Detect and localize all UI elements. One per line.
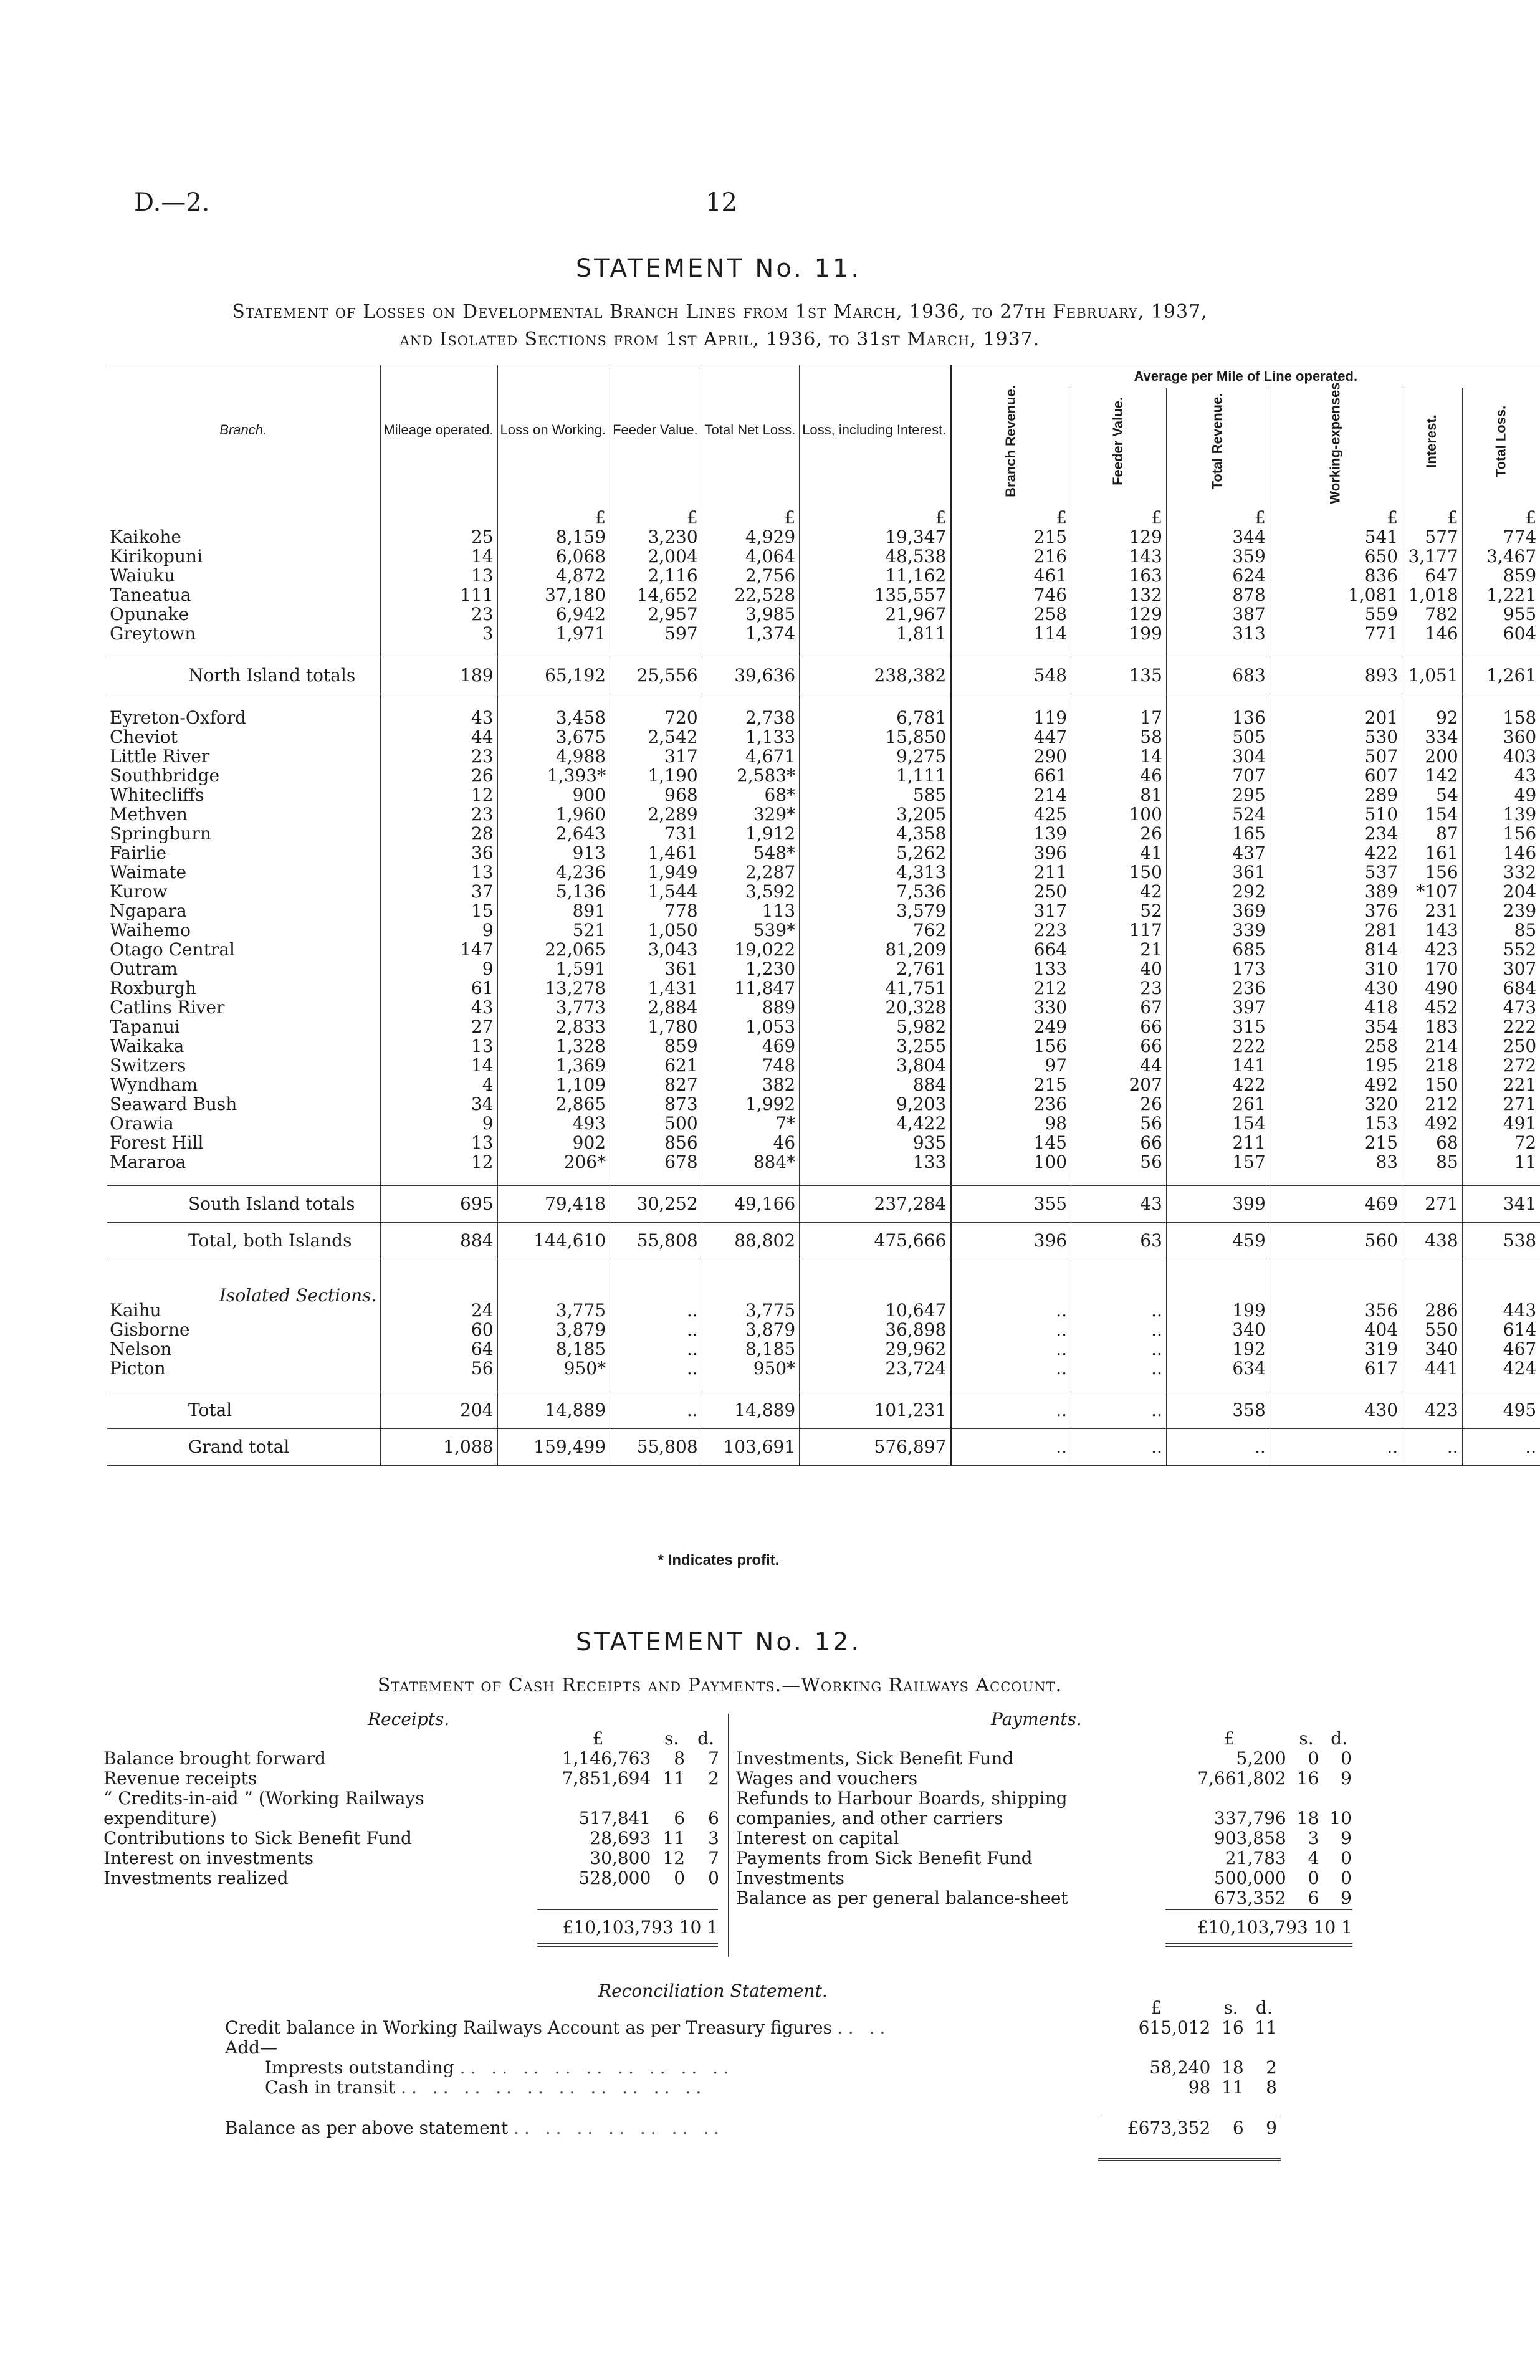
table-row: Seaward Bush 34 2,865 873 1,992 9,203 236 26 261 320 212 271 [107, 1094, 1540, 1114]
branch-name: Otago Central [107, 940, 381, 959]
money-head-pounds: £ [1223, 1728, 1235, 1749]
branch-name: Gisborne [107, 1320, 381, 1339]
table-row: Greytown 3 1,971 597 1,374 1,811 114 199 313 771 146 604 [107, 624, 1540, 643]
branch-name: Forest Hill [107, 1133, 381, 1152]
receipt-row: Contributions to Sick Benefit Fund 28,693 11 3 [103, 1828, 719, 1848]
statement-11-title: STATEMENT No. 11. [575, 254, 862, 283]
branch-name: Cheviot [107, 727, 381, 747]
both-islands-total-row: Total, both Islands 884 144,610 55,808 88,802 475,666 396 63 459 560 438 538 [107, 1223, 1540, 1259]
branch-name: Kirikopuni [107, 547, 381, 566]
table-row: Waihemo 9 521 1,050 539* 762 223 117 339 281 143 85 [107, 920, 1540, 940]
table-row: Eyreton-Oxford 43 3,458 720 2,738 6,781 119 17 136 201 92 158 [107, 708, 1540, 727]
branch-name: Seaward Bush [107, 1094, 381, 1114]
money-head-pounds: £ [592, 1728, 604, 1749]
branch-name: Waikaka [107, 1036, 381, 1056]
statement-11-subtitle-1: Statement of Losses on Developmental Branch Lines from 1st March, 1936, to 27th February, 1937, [232, 301, 1208, 323]
table-row: Taneatua 111 37,180 14,652 22,528 135,557 746 132 878 1,081 1,018 1,221 [107, 585, 1540, 605]
payment-row: Interest on capital 903,858 3 9 [736, 1828, 1352, 1848]
branch-name: Wyndham [107, 1075, 381, 1094]
table-row: Nelson 64 8,185 .. 8,185 29,962 .. .. 192 319 340 467 [107, 1339, 1540, 1359]
table-row: Kirikopuni 14 6,068 2,004 4,064 48,538 216 143 359 650 3,177 3,467 [107, 547, 1540, 566]
totals-label: Total, both Islands [107, 1223, 381, 1259]
page-number: 12 [705, 188, 737, 217]
branch-name: Southbridge [107, 766, 381, 785]
receipt-row: Balance brought forward 1,146,763 8 7 [103, 1748, 719, 1769]
payments-heading: Payments. [991, 1709, 1082, 1729]
payment-row: Investments 500,000 0 0 [736, 1868, 1352, 1888]
table-row: Kaihu 24 3,775 .. 3,775 10,647 .. .. 199 356 286 443 [107, 1301, 1540, 1320]
money-head-pence: d. [1331, 1728, 1348, 1749]
branch-name: Methven [107, 805, 381, 824]
receipt-row: “ Credits-in-aid ” (Working Railways expenditure) 517,841 6 6 [103, 1788, 719, 1828]
header-avg-working-expenses: Working-expenses. [1270, 388, 1402, 495]
branch-name: Waihemo [107, 920, 381, 940]
branch-name: Kurow [107, 882, 381, 901]
grand-total-row: Grand total 1,088 159,499 55,808 103,691 576,897 .. .. .. .. .. .. [107, 1429, 1540, 1466]
table-row: Ngapara 15 891 778 113 3,579 317 52 369 376 231 239 [107, 901, 1540, 920]
branch-name: Kaikohe [107, 527, 381, 547]
table-row: Tapanui 27 2,833 1,780 1,053 5,982 249 66 315 354 183 222 [107, 1017, 1540, 1036]
statement-11-subtitle-2: and Isolated Sections from 1st April, 1936, to 31st March, 1937. [399, 328, 1040, 350]
branch-name: Orawia [107, 1114, 381, 1133]
branch-name: Greytown [107, 624, 381, 643]
table-row: Waimate 13 4,236 1,949 2,287 4,313 211 150 361 537 156 332 [107, 863, 1540, 882]
reconciliation-table [221, 1998, 1281, 2161]
footnote: * Indicates profit. [658, 1552, 780, 1569]
rec-head-pounds: £ [1150, 1997, 1162, 2018]
branch-name: Catlins River [107, 998, 381, 1017]
isolated-sections-heading: Isolated Sections. [107, 1273, 381, 1301]
table-row: Springburn 28 2,643 731 1,912 4,358 139 26 165 234 87 156 [107, 824, 1540, 843]
header-avg-total-revenue: Total Revenue. [1166, 388, 1270, 495]
receipts-total: £10,103,793 10 1 [562, 1917, 718, 1938]
rec-cash-transit: Cash in transit .. .. .. .. .. .. .. .. .. .. 98 11 8 [265, 2077, 1277, 2098]
table-row: Catlins River 43 3,773 2,884 889 20,328 330 67 397 418 452 473 [107, 998, 1540, 1017]
payments-double-rule [1165, 1943, 1352, 1947]
branch-name: Waiuku [107, 566, 381, 585]
header-loss-interest: Loss, including Interest. [800, 365, 952, 495]
table-row: Gisborne 60 3,879 .. 3,879 36,898 .. .. 340 404 550 614 [107, 1320, 1540, 1339]
header-loss-working: Loss on Working. [497, 365, 610, 495]
rec-head-shillings: s. [1223, 1997, 1238, 2018]
receipt-row: Interest on investments 30,800 12 7 [103, 1848, 719, 1868]
money-head-shillings: s. [664, 1728, 679, 1749]
table-row: Opunake 23 6,942 2,957 3,985 21,967 258 129 387 559 782 955 [107, 605, 1540, 624]
table-row: Methven 23 1,960 2,289 329* 3,205 425 100 524 510 154 139 [107, 805, 1540, 824]
branch-name: Taneatua [107, 585, 381, 605]
table-row: Picton 56 950* .. 950* 23,724 .. .. 634 617 441 424 [107, 1359, 1540, 1378]
header-total-net: Total Net Loss. [702, 365, 800, 495]
branch-name: Waimate [107, 863, 381, 882]
statement-12-title: STATEMENT No. 12. [575, 1628, 862, 1656]
branch-name: Springburn [107, 824, 381, 843]
totals-label: North Island totals [107, 657, 381, 694]
header-avg-interest: Interest. [1402, 388, 1463, 495]
header-avg-branch-revenue: Branch Revenue. [951, 388, 1071, 495]
losses-table [107, 365, 1540, 1466]
receipts-heading: Receipts. [368, 1709, 450, 1729]
totals-label: Grand total [107, 1429, 381, 1466]
table-row: Switzers 14 1,369 621 748 3,804 97 44 141 195 218 272 [107, 1056, 1540, 1075]
receipts-double-rule [537, 1943, 718, 1947]
payment-row: Balance as per general balance-sheet 673,352 6 9 [736, 1888, 1352, 1908]
totals-label: Total [107, 1392, 381, 1429]
branch-name: Ngapara [107, 901, 381, 920]
reconciliation-heading: Reconciliation Statement. [598, 1981, 828, 2001]
branch-name: Opunake [107, 605, 381, 624]
branch-name: Fairlie [107, 843, 381, 863]
payments-total: £10,103,793 10 1 [1197, 1917, 1352, 1938]
header-feeder: Feeder Value. [610, 365, 702, 495]
table-row: Mararoa 12 206* 678 884* 133 100 56 157 83 85 11 [107, 1152, 1540, 1172]
table-row: Waiuku 13 4,872 2,116 2,756 11,162 461 163 624 836 647 859 [107, 566, 1540, 585]
table-row: Southbridge 26 1,393* 1,190 2,583* 1,111 661 46 707 607 142 43 [107, 766, 1540, 785]
receipt-row: Revenue receipts 7,851,694 11 2 [103, 1768, 719, 1789]
totals-label: South Island totals [107, 1186, 381, 1223]
branch-name: Tapanui [107, 1017, 381, 1036]
receipt-row: Investments realized 528,000 0 0 [103, 1868, 719, 1888]
branch-name: Roxburgh [107, 978, 381, 998]
money-head-shillings: s. [1299, 1728, 1314, 1749]
statement-12-subtitle: Statement of Cash Receipts and Payments.—Working Railways Account. [377, 1675, 1063, 1696]
table-row: Orawia 9 493 500 7* 4,422 98 56 154 153 492 491 [107, 1114, 1540, 1133]
payment-row: Payments from Sick Benefit Fund 21,783 4 0 [736, 1848, 1352, 1868]
header-mileage: Mileage operated. [381, 365, 497, 495]
north-island-totals-row: North Island totals 189 65,192 25,556 39,636 238,382 548 135 683 893 1,051 1,261 [107, 657, 1540, 694]
rec-imprests: Imprests outstanding .. .. .. .. .. .. .. .. .. 58,240 18 2 [265, 2057, 1277, 2078]
branch-name: Outram [107, 959, 381, 978]
rec-add-label: Add— [225, 2037, 278, 2058]
table-row: Wyndham 4 1,109 827 382 884 215 207 422 492 150 221 [107, 1075, 1540, 1094]
branch-name: Picton [107, 1359, 381, 1378]
payments-total-rule [1165, 1909, 1352, 1911]
table-row: Otago Central 147 22,065 3,043 19,022 81,209 664 21 685 814 423 552 [107, 940, 1540, 959]
payments-table [732, 1729, 1356, 1908]
south-island-totals-row: South Island totals 695 79,418 30,252 49,166 237,284 355 43 399 469 271 341 [107, 1186, 1540, 1223]
money-head-pence: d. [697, 1728, 714, 1749]
branch-name: Kaihu [107, 1301, 381, 1320]
header-avg-total-loss: Total Loss. [1492, 405, 1508, 477]
rec-credit-line: Credit balance in Working Railways Account as per Treasury figures .. .. 615,012 16 11 [225, 2017, 1277, 2038]
header-avg-feeder: Feeder Value. [1071, 388, 1167, 495]
table-row: Whitecliffs 12 900 968 68* 585 214 81 295 289 54 49 [107, 785, 1540, 805]
receipts-table [100, 1729, 723, 1888]
document-code: D.—2. [134, 188, 210, 217]
table-row: Outram 9 1,591 361 1,230 2,761 133 40 173 310 170 307 [107, 959, 1540, 978]
branch-name: Whitecliffs [107, 785, 381, 805]
table-row: Cheviot 44 3,675 2,542 1,133 15,850 447 58 505 530 334 360 [107, 727, 1540, 747]
branch-name: Mararoa [107, 1152, 381, 1172]
header-branch: Branch. [107, 365, 381, 495]
header-average-group: Average per Mile of Line operated. [951, 365, 1540, 388]
currency-row: £ £ £ £ £ £ £ £ £ £ [107, 508, 1540, 527]
branch-name: Nelson [107, 1339, 381, 1359]
table-row: Forest Hill 13 902 856 46 935 145 66 211 215 68 72 [107, 1133, 1540, 1152]
payment-row: Wages and vouchers 7,661,802 16 9 [736, 1768, 1352, 1789]
branch-name: Little River [107, 747, 381, 766]
table-row: Fairlie 36 913 1,461 548* 5,262 396 41 437 422 161 146 [107, 843, 1540, 863]
table-row: Kaikohe 25 8,159 3,230 4,929 19,347 215 129 344 541 577 774 [107, 527, 1540, 547]
branch-name: Switzers [107, 1056, 381, 1075]
isolated-total-row: Total 204 14,889 .. 14,889 101,231 .. .. 358 430 423 495 [107, 1392, 1540, 1429]
column-divider [728, 1714, 729, 1957]
payment-row: Refunds to Harbour Boards, shipping companies, and other carriers 337,796 18 10 [736, 1788, 1352, 1828]
table-row: Little River 23 4,988 317 4,671 9,275 290 14 304 507 200 403 [107, 747, 1540, 766]
rec-head-pence: d. [1255, 1997, 1273, 2018]
receipts-total-rule [537, 1909, 718, 1911]
branch-name: Eyreton-Oxford [107, 708, 381, 727]
rec-balance: Balance as per above statement .. .. .. .. .. .. .. £673,352 6 9 [225, 2117, 1277, 2138]
table-row: Roxburgh 61 13,278 1,431 11,847 41,751 212 23 236 430 490 684 [107, 978, 1540, 998]
payment-row: Investments, Sick Benefit Fund 5,200 0 0 [736, 1748, 1352, 1769]
table-row: Kurow 37 5,136 1,544 3,592 7,536 250 42 292 389 *107 204 [107, 882, 1540, 901]
table-row: Waikaka 13 1,328 859 469 3,255 156 66 222 258 214 250 [107, 1036, 1540, 1056]
